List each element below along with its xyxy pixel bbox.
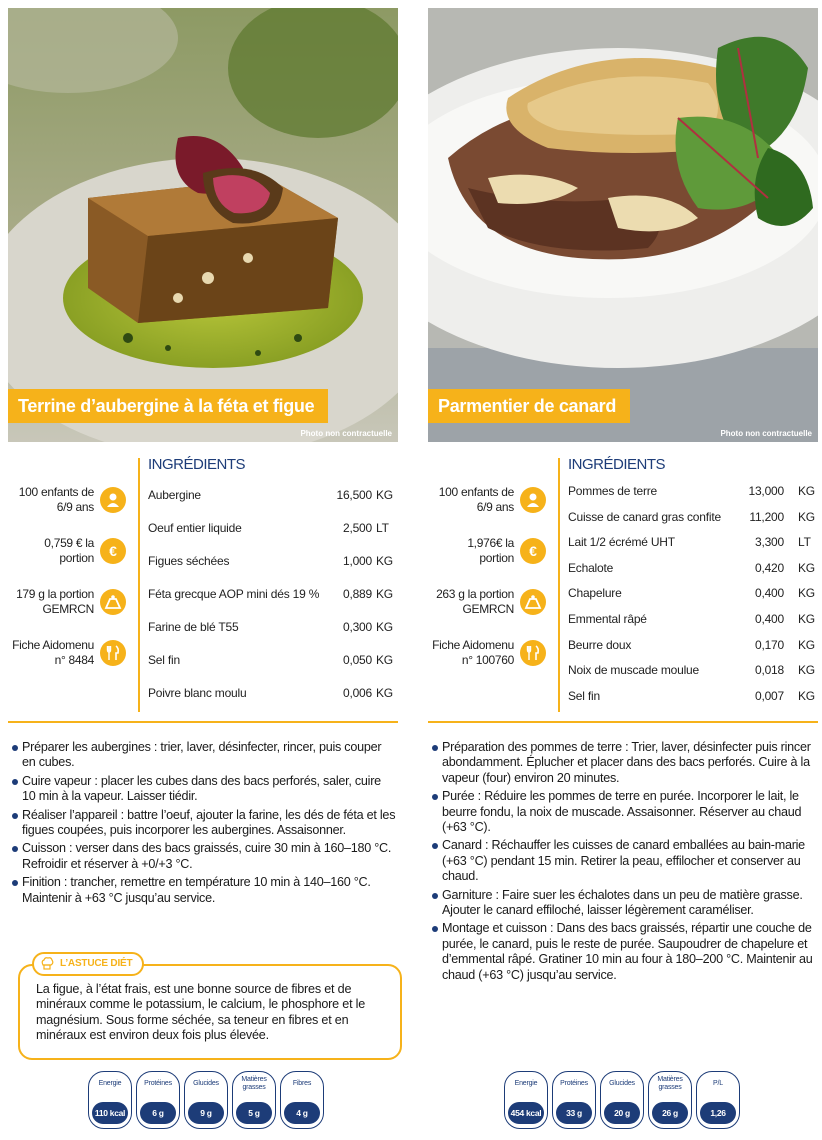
step-key: Montage et cuisson [442,921,547,936]
nutrition-label: Energie [514,1080,538,1087]
nutrition-pl-ratio [696,1071,740,1129]
euro-icon [520,538,546,564]
ingredient-qty: 0,007 [754,688,784,703]
info-portion [428,580,548,623]
step-item [12,740,396,771]
nutrition-label: Matières grasses [657,1076,683,1091]
ingredient-name: Chapelure [568,586,622,601]
cutlery-icon [520,640,546,666]
nutrition-value: 5 g [236,1102,272,1124]
nutrition-value: 1,26 [700,1102,736,1124]
ingredient-unit: KG [798,637,815,652]
ingredient-row [148,521,398,554]
nutrition-label: Protéines [560,1080,588,1087]
nutrition-value: 20 g [604,1102,640,1124]
step-text: : placer les cubes dans des bacs perforés, saler, cuire 10 min à la vapeur. Laisser tiédir. [22,773,381,804]
ingredient-unit: KG [798,688,815,703]
ingredient-qty: 11,200 [749,509,784,524]
nutrition-fat [232,1071,276,1129]
nutrition-glucides [600,1071,644,1129]
step-key: Préparation des pommes de terre [442,740,622,754]
ingredient-name: Beurre doux [568,637,632,652]
step-key: Préparer les aubergines [22,740,151,754]
nutrition-label: Matières grasses [241,1076,267,1091]
euro-icon [100,538,126,564]
info-price [428,529,548,572]
ingredient-unit: KG [798,560,815,575]
step-text: : trancher, remettre en température 10 min à 140–160 °C. Maintenir à +63 °C jusqu’au service. [22,875,371,905]
step-item [12,774,396,805]
nutrition-fibres [280,1071,324,1129]
ingredient-unit: KG [798,586,815,601]
ingredient-row [148,653,398,686]
ingredient-qty: 0,300 [342,620,372,634]
ingredient-qty: 0,050 [342,653,372,667]
step-text: : Faire suer les échalotes dans un peu de matière grasse. Ajouter le canard effiloché, laisser légèrement caraméliser. [442,887,803,918]
ingredient-qty: 0,400 [754,611,784,626]
nutrition-label: Fibres [292,1080,312,1087]
nutrition-label: Energie [98,1080,122,1087]
step-text: : Réchauffer les cuisses de canard emballées au bain-marie (+63 °C) pendant 15 min. Retirer la peau, effilocher et conserver au chaud. [442,838,805,884]
nutrition-value: 110 kcal [92,1102,128,1124]
step-key: Cuire vapeur [22,773,92,788]
recipe-title: Parmentier de canard [428,389,630,423]
ingredient-unit: KG [376,653,393,667]
ingredient-name: Cuisse de canard gras confite [568,509,721,524]
nutrition-energy [504,1071,548,1129]
child-icon [520,487,546,513]
step-item [432,921,816,983]
ingredient-row [148,488,398,521]
nutrition-proteins [136,1071,180,1129]
ingredient-row [568,612,818,638]
ingredient-name: Sel fin [568,688,600,703]
recipe-card-terrine [8,0,398,1140]
astuce-text: La figue, à l’état frais, est une bonne source de fibres et de minéraux comme le potassium, le calcium, le phosphore et le magnésium. Sous forme séchée, sa teneur en fibres et en minéraux est environ deux fois plus élevée. [36,982,366,1043]
step-item [432,838,816,884]
astuce-label-text: L’ASTUCE DIÉT [60,958,133,970]
ingredient-unit: KG [798,663,815,678]
ingredient-name: Figues séchées [148,554,230,568]
nutrition-value: 26 g [652,1102,688,1124]
ingredient-row [568,689,818,715]
ingredient-row [148,620,398,653]
ingredient-unit: LT [798,535,811,550]
ingredient-row [148,587,398,620]
step-item [432,789,816,835]
nutrition-value: 454 kcal [508,1102,544,1124]
nutrition-label: Protéines [144,1080,172,1087]
preparation-steps [432,740,816,986]
ingredient-unit: KG [376,686,393,700]
ingredient-name: Noix de muscade moulue [568,663,700,678]
ingredient-qty: 3,300 [754,535,784,550]
step-item [12,808,396,839]
info-fiche-text: Fiche Aidomenu n° 100760 [432,637,514,667]
ingredient-qty: 16,500 [336,488,372,502]
ingredient-unit: KG [798,509,815,524]
astuce-label [32,952,144,976]
ingredients-heading: INGRÉDIENTS [568,456,666,473]
step-key: Purée [442,789,475,804]
info-price-text: 1,976€ la portion [467,535,514,565]
ingredient-name: Aubergine [148,488,201,502]
ingredient-unit: KG [376,587,393,601]
info-price [8,529,128,572]
recipe-info [428,478,548,682]
step-text: : trier, laver, désinfecter, rincer, puis couper en cubes. [22,740,382,770]
recipe-title: Terrine d’aubergine à la féta et figue [8,389,328,423]
nutrition-glucides [184,1071,228,1129]
step-item [12,841,396,872]
info-fiche-text: Fiche Aidomenu n° 8484 [12,637,94,667]
nutrition-value: 33 g [556,1102,592,1124]
parmentier-photo-illustration [428,8,818,442]
ingredients-divider [558,458,560,712]
ingredient-qty: 0,400 [754,586,784,601]
info-price-text: 0,759 € la portion [44,535,94,565]
step-text: : Dans des bacs graissés, répartir une couche de purée, le canard, puis le reste de purée. Saupoudrer de chapelure et d’emmental râpé. Gratiner 10 min au four à 180–200 °C. Maintenir au chaud (+63 °C) jusqu’au service. [442,921,813,982]
ingredients-divider [138,458,140,712]
terrine-photo-illustration [8,8,398,442]
ingredients-table [148,488,398,719]
astuce-box [18,958,402,1060]
scale-icon [520,589,546,615]
recipe-card-parmentier [428,0,818,1140]
ingredient-name: Echalote [568,560,614,575]
nutrition-badges [88,1071,328,1129]
ingredient-qty: 0,889 [342,587,372,601]
ingredient-unit: KG [798,484,815,498]
ingredient-row [568,586,818,612]
photo-disclaimer: Photo non contractuelle [300,429,392,438]
ingredient-name: Farine de blé T55 [148,620,239,634]
ingredient-qty: 0,018 [754,663,784,678]
ingredient-name: Féta grecque AOP mini dés 19 % [148,587,320,601]
recipe-photo [428,8,818,442]
recipe-info [8,478,128,682]
step-key: Cuisson [22,841,66,856]
info-fiche [8,631,128,674]
ingredient-name: Poivre blanc moulu [148,686,247,700]
photo-disclaimer: Photo non contractuelle [720,429,812,438]
ingredient-qty: 0,170 [754,637,784,652]
ingredient-row [568,510,818,536]
nutrition-badges [504,1071,744,1129]
ingredients-table [568,484,818,714]
step-key: Finition [22,875,61,890]
ingredient-row [568,561,818,587]
info-portion-text: 263 g la portion GEMRCN [436,586,514,616]
info-servings-text: 100 enfants de 6/9 ans [18,484,94,514]
ingredient-unit: KG [376,554,393,568]
ingredient-name: Lait 1/2 écrémé UHT [568,535,675,550]
step-text: : verser dans des bacs graissés, cuire 30 min à 160–180 °C. Refroidir et réserver à +0/+3 °C. [22,841,392,871]
ingredient-unit: KG [798,611,815,626]
ingredient-name: Pommes de terre [568,484,658,498]
info-portion-text: 179 g la portion GEMRCN [16,586,94,616]
ingredient-row [148,686,398,719]
ingredient-name: Emmental râpé [568,611,647,626]
ingredient-row [148,554,398,587]
svg-text:€: € [109,542,117,559]
ingredient-qty: 0,006 [342,686,372,700]
ingredient-row [568,638,818,664]
scale-icon [100,589,126,615]
step-key: Canard [442,838,482,853]
info-servings [428,478,548,521]
info-fiche [428,631,548,674]
ingredients-heading: INGRÉDIENTS [148,456,246,473]
child-icon [100,487,126,513]
ingredient-qty: 1,000 [342,554,372,568]
ingredient-qty: 0,420 [754,560,784,575]
section-separator [8,721,398,723]
step-item [432,740,816,786]
ingredient-name: Sel fin [148,653,180,667]
step-text: : Réduire les pommes de terre en purée. Incorporer le lait, le beurre fondu, la noix de muscade. Assaisonner. Réserver au chaud (+63 °C). [442,789,802,835]
nutrition-energy [88,1071,132,1129]
nutrition-proteins [552,1071,596,1129]
step-key: Réaliser l’appareil [22,807,118,822]
ingredient-qty: 2,500 [342,521,372,535]
step-text: : battre l’oeuf, ajouter la farine, les dés de féta et les figues coupées, puis incorporer les aubergines. Assaisonner. [22,807,396,838]
preparation-steps [12,740,396,909]
nutrition-value: 4 g [284,1102,320,1124]
nutrition-label: Glucides [609,1080,635,1087]
ingredient-unit: KG [376,620,393,634]
ingredient-row [568,484,818,510]
step-text: : Trier, laver, désinfecter puis rincer abondamment. Éplucher et placer dans des bacs perforés. Cuire à la vapeur (four) environ 20 minutes. [442,740,811,785]
step-item [432,888,816,919]
cutlery-icon [100,640,126,666]
chef-hat-icon [40,957,54,971]
recipe-photo [8,8,398,442]
nutrition-value: 9 g [188,1102,224,1124]
ingredient-qty: 13,000 [748,484,784,498]
ingredient-unit: LT [376,521,389,535]
ingredient-row [568,663,818,689]
info-servings [8,478,128,521]
info-servings-text: 100 enfants de 6/9 ans [438,484,514,514]
svg-text:€: € [529,542,537,559]
ingredient-name: Oeuf entier liquide [148,521,242,535]
step-item [12,875,396,906]
nutrition-fat [648,1071,692,1129]
section-separator [428,721,818,723]
ingredient-row [568,535,818,561]
info-portion [8,580,128,623]
step-key: Garniture [442,887,493,902]
nutrition-label: Glucides [193,1080,219,1087]
ingredient-unit: KG [376,488,393,502]
nutrition-label: P/L [713,1080,723,1087]
nutrition-value: 6 g [140,1102,176,1124]
